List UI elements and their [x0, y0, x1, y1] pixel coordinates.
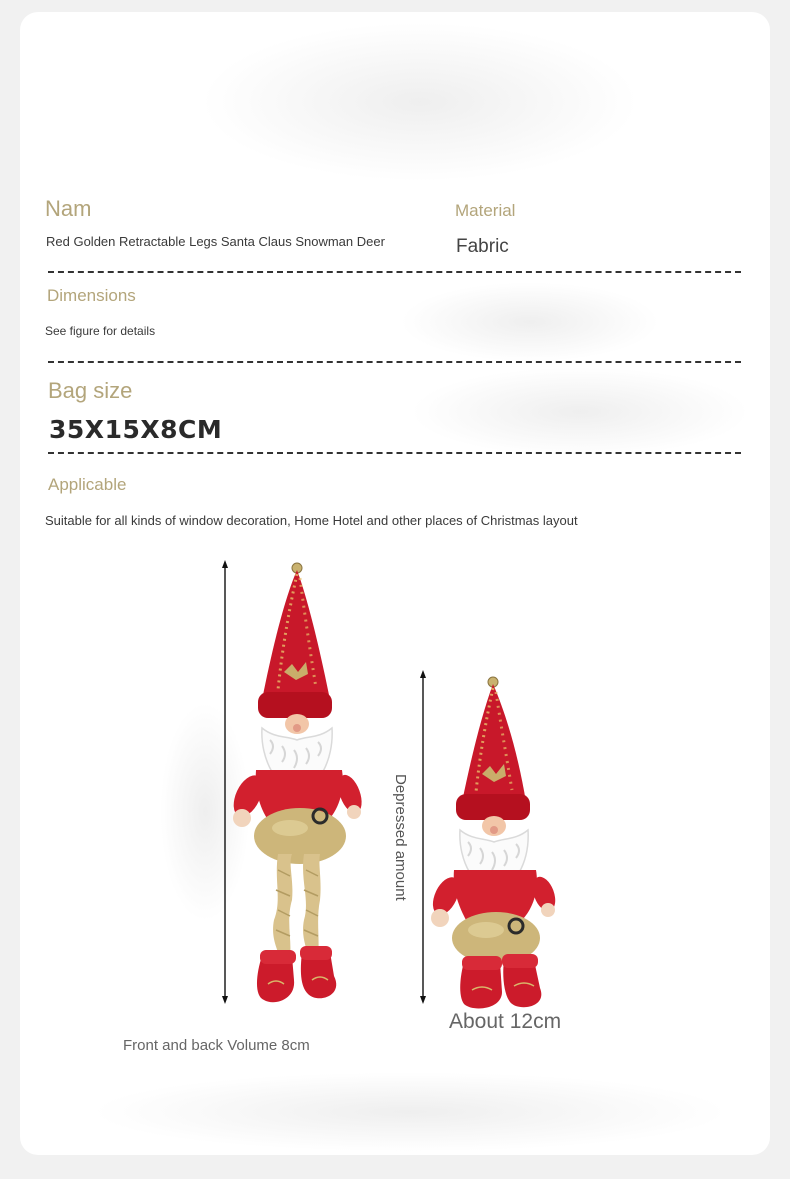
divider	[48, 271, 741, 273]
applicable-value: Suitable for all kinds of window decoration, Home Hotel and other places of Christmas layout	[45, 513, 578, 528]
right-caption: About 12cm	[449, 1010, 562, 1033]
dimensions-label: Dimensions	[47, 286, 136, 305]
name-value: Red Golden Retractable Legs Santa Claus Snowman Deer	[46, 234, 385, 249]
depressed-amount-label: Depressed amount	[392, 774, 409, 901]
dimensions-value: See figure for details	[45, 324, 156, 338]
material-value: Fabric	[456, 236, 509, 257]
santa-long-legs-image	[234, 560, 364, 1010]
divider	[48, 452, 741, 454]
background-ghost	[90, 1072, 730, 1152]
product-spec-card	[20, 12, 770, 1155]
left-caption: Front and back Volume 8cm	[123, 1037, 310, 1054]
name-label: Nam	[45, 196, 92, 221]
santa-retracted-image	[426, 674, 556, 1014]
background-ghost	[410, 367, 750, 457]
bag-size-value: 35X15X8CM	[49, 415, 223, 444]
divider	[48, 361, 741, 363]
bag-size-label: Bag size	[48, 378, 133, 403]
material-label: Material	[455, 201, 516, 220]
height-arrow-left	[220, 560, 230, 1010]
background-ghost	[400, 282, 660, 362]
background-ghost	[200, 22, 640, 182]
applicable-label: Applicable	[48, 475, 127, 494]
